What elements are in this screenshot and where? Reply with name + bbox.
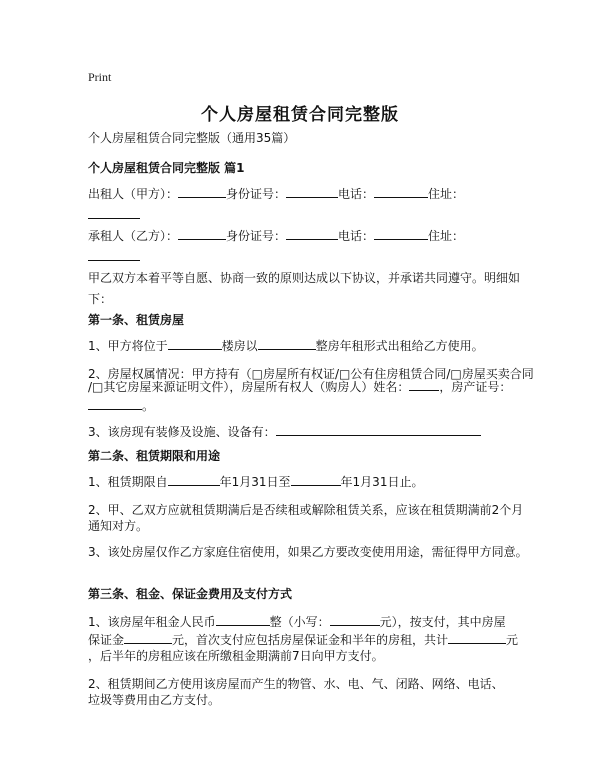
article1-p2-line3 — [88, 396, 154, 417]
article1-heading: 第一条、租赁房屋 — [88, 313, 185, 327]
article3-p1-line1-b: 整（小写： — [269, 615, 330, 629]
lessee-addr-label: 住址： — [428, 229, 465, 243]
article1-p2-line2 — [88, 377, 511, 398]
lessor-addr-blank — [88, 206, 140, 219]
lessee-line — [88, 226, 464, 247]
article1-p1-b: 楼房以 — [221, 339, 258, 353]
article2-p2-line2: 通知对方。 — [88, 519, 149, 533]
lessor-id-label: 身份证号： — [226, 187, 287, 201]
annual-rent-figure-blank — [330, 613, 380, 626]
end-year-blank — [291, 473, 341, 486]
article3-p1-line1-c: 元），按支付，其中房屋 — [379, 615, 506, 629]
article2-heading: 第二条、租赁期限和用途 — [88, 449, 221, 463]
article3-p1-line2-c: 元 — [506, 633, 519, 647]
lessee-name-blank — [178, 227, 226, 240]
article2-p3: 3、该处房屋仅作乙方家庭住宿使用，如果乙方要改变使用用途，需征得甲方同意。 — [88, 545, 528, 559]
article1-p1 — [88, 336, 484, 357]
document-subtitle: 个人房屋租赁合同完整版（通用35篇） — [88, 131, 296, 145]
article3-p1-line3: ，后半年的房租应该在所缴租金期满前7日向甲方支付。 — [88, 649, 384, 663]
document-title: 个人房屋租赁合同完整版 — [201, 105, 399, 125]
total-blank — [448, 631, 506, 644]
print-label[interactable]: Print — [88, 70, 112, 84]
article1-p1-a: 1、甲方将位于 — [88, 339, 168, 353]
lessee-label: 承租人（乙方）： — [88, 229, 179, 243]
lessor-label: 出租人（甲方）： — [88, 187, 179, 201]
article2-p1-b: 年1月31日至 — [219, 475, 291, 489]
intro-line-1: 甲乙双方本着平等自愿、协商一致的原则达成以下协议，并承诺共同遵守。明细如 — [88, 271, 521, 285]
lessee-id-label: 身份证号： — [226, 229, 287, 243]
lessor-addr-line — [88, 205, 140, 226]
lessee-addr-blank — [88, 248, 140, 261]
article1-p2-line3-end: 。 — [142, 399, 155, 413]
intro-line-2: 下： — [88, 292, 113, 306]
article3-p1-line2-b: 元，首次支付应包括房屋保证金和半年的房租，共计 — [172, 633, 449, 647]
lessee-addr-line — [88, 247, 140, 268]
lessor-id-blank — [286, 185, 338, 198]
lessee-phone-blank — [374, 227, 428, 240]
article1-p3-text: 3、该房现有装修及设施、设备有： — [88, 425, 276, 439]
article1-p3 — [88, 422, 481, 443]
cert-number-blank — [88, 397, 142, 410]
deposit-blank — [124, 631, 172, 644]
lessee-id-blank — [286, 227, 338, 240]
lessee-phone-label: 电话： — [338, 229, 375, 243]
article2-p1 — [88, 472, 423, 493]
facilities-blank — [276, 423, 481, 436]
article3-p2-line2: 垃圾等费用由乙方支付。 — [88, 693, 221, 707]
annual-rent-blank — [216, 613, 270, 626]
article3-heading: 第三条、租金、保证金费用及支付方式 — [88, 587, 293, 601]
article1-p2-line2-b: ，房产证号： — [439, 380, 512, 394]
article3-p2-line1: 2、租赁期间乙方使用该房屋而产生的物管、水、电、气、闭路、网络、电话、 — [88, 677, 504, 691]
section-heading: 个人房屋租赁合同完整版 篇1 — [88, 161, 245, 175]
article1-p2-line1: 2、房屋权属情况：甲方持有（□房屋所有权证/□公有住房租赁合同/□房屋买卖合同 — [88, 367, 534, 381]
lessor-phone-label: 电话： — [338, 187, 375, 201]
lessor-line — [88, 184, 464, 205]
lessor-phone-blank — [374, 185, 428, 198]
article2-p1-a: 1、租赁期限自 — [88, 475, 168, 489]
article3-p1-line2-a: 保证金 — [88, 633, 125, 647]
lessor-addr-label: 住址： — [428, 187, 465, 201]
start-year-blank — [168, 473, 220, 486]
article3-p1-line1-a: 1、该房屋年租金人民币 — [88, 615, 216, 629]
article1-p1-c: 整房年租形式出租给乙方使用。 — [315, 339, 484, 353]
article1-building-blank — [258, 337, 316, 350]
lessor-name-blank — [178, 185, 226, 198]
article1-location-blank — [168, 337, 222, 350]
article2-p2-line1: 2、甲、乙双方应就租赁期满后是否续租或解除租赁关系，应该在租赁期满前2个月 — [88, 503, 524, 517]
owner-name-blank — [409, 378, 439, 391]
article2-p1-c: 年1月31日止。 — [340, 475, 424, 489]
article1-p2-line2-a: /□其它房屋来源证明文件），房屋所有权人（购房人）姓名： — [88, 380, 410, 394]
